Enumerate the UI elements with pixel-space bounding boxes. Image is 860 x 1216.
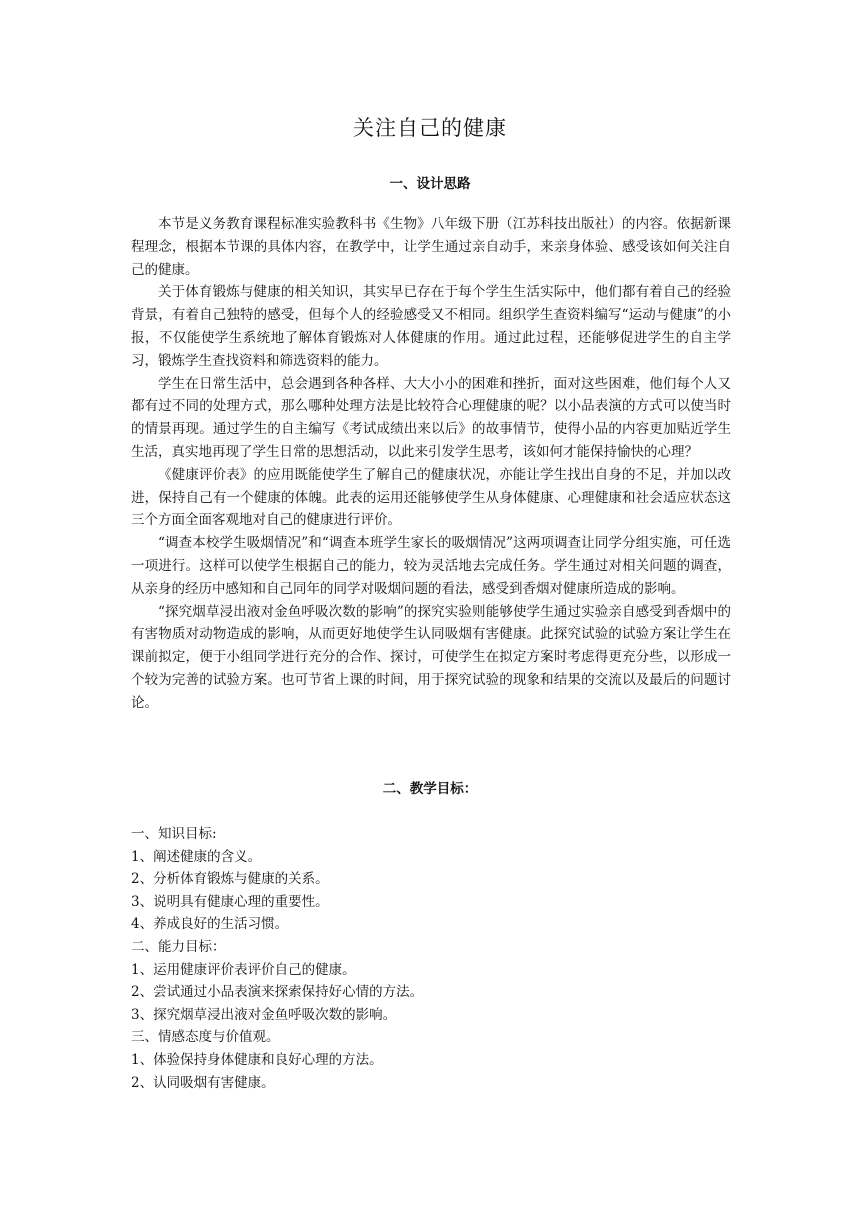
document-title: 关注自己的健康 (353, 116, 507, 140)
teaching-goals-list (131, 823, 731, 1094)
section-heading-teaching-goals: 二、教学目标： (382, 781, 478, 797)
design-ideas-body (131, 213, 731, 715)
paragraph: “探究烟草浸出液对金鱼呼吸次数的影响”的探究实验则能够使学生通过实验亲自感受到香烟中的有害物质对动物造成的影响，从而更好地使学生认同吸烟有害健康。此探究试验的试验方案让学生在课前拟定，便于小组同学进行充分的合作、探讨，可使学生在拟定方案时考虑得更充分些，以形成一个较为完善的试验方案。也可节省上课的时间，用于探究试验的现象和结果的交流以及最后的问题讨论。 (131, 603, 731, 711)
goal-item: 2、分析体育锻炼与健康的关系。 (131, 871, 329, 888)
goal-item: 3、说明具有健康心理的重要性。 (131, 893, 329, 910)
goal-category: 一、知识目标: (131, 826, 217, 842)
paragraph: 本节是义务教育课程标准实验教科书《生物》八年级下册（江苏科技出版社）的内容。依据新课程理念，根据本节课的具体内容，在教学中，让学生通过亲自动手，来亲身体验、感受该如何关注自己的健康。 (131, 216, 731, 278)
paragraph: “调查本校学生吸烟情况”和“调查本班学生家长的吸烟情况”这两项调查让同学分组实施，可任选一项进行。这样可以使学生根据自己的能力，较为灵活地去完成任务。学生通过对相关问题的调查，从亲身的经历中感知和自己同年的同学对吸烟问题的看法，感受到香烟对健康所造成的影响。 (131, 535, 731, 597)
paragraph: 学生在日常生活中，总会遇到各种各样、大大小小的困难和挫折，面对这些困难，他们每个人又都有过不同的处理方式，那么哪种处理方法是比较符合心理健康的呢？以小品表演的方式可以使当时的情景再现。通过学生的自主编写《考试成绩出来以后》的故事情节，使得小品的内容更加贴近学生生活，真实地再现了学生日常的思想活动，以此来引发学生思考，该如何才能保持愉快的心理？ (131, 375, 731, 460)
section-heading-design-ideas: 一、设计思路 (389, 176, 471, 192)
goal-item: 1、运用健康评价表评价自己的健康。 (131, 961, 356, 978)
goal-item: 1、体验保持身体健康和良好心理的方法。 (131, 1051, 383, 1068)
goal-item: 4、养成良好的生活习惯。 (131, 916, 289, 933)
goal-category: 三、情感态度与价值观。 (131, 1029, 280, 1046)
goal-item: 3、探究烟草浸出液对金鱼呼吸次数的影响。 (131, 1006, 397, 1023)
paragraph: 关于体育锻炼与健康的相关知识，其实早已存在于每个学生生活实际中，他们都有着自己的经验背景，有着自己独特的感受，但每个人的经验感受又不相同。组织学生查资料编写“运动与健康”的小报，不仅能使学生系统地了解体育锻炼对人体健康的作用。通过此过程，还能够促进学生的自主学习，锻炼学生查找资料和筛选资料的能力。 (131, 284, 731, 369)
goal-category: 二、能力目标： (131, 938, 226, 955)
goal-item: 2、尝试通过小品表演来探索保持好心情的方法。 (131, 984, 424, 1001)
goal-item: 1、阐述健康的含义。 (131, 848, 262, 865)
paragraph: 《健康评价表》的应用既能使学生了解自己的健康状况，亦能让学生找出自身的不足，并加以改进，保持自己有一个健康的体魄。此表的运用还能够使学生从身体健康、心理健康和社会适应状态这三个方面全面客观地对自己的健康进行评价。 (131, 466, 731, 529)
goal-item: 2、认同吸烟有害健康。 (131, 1074, 275, 1091)
